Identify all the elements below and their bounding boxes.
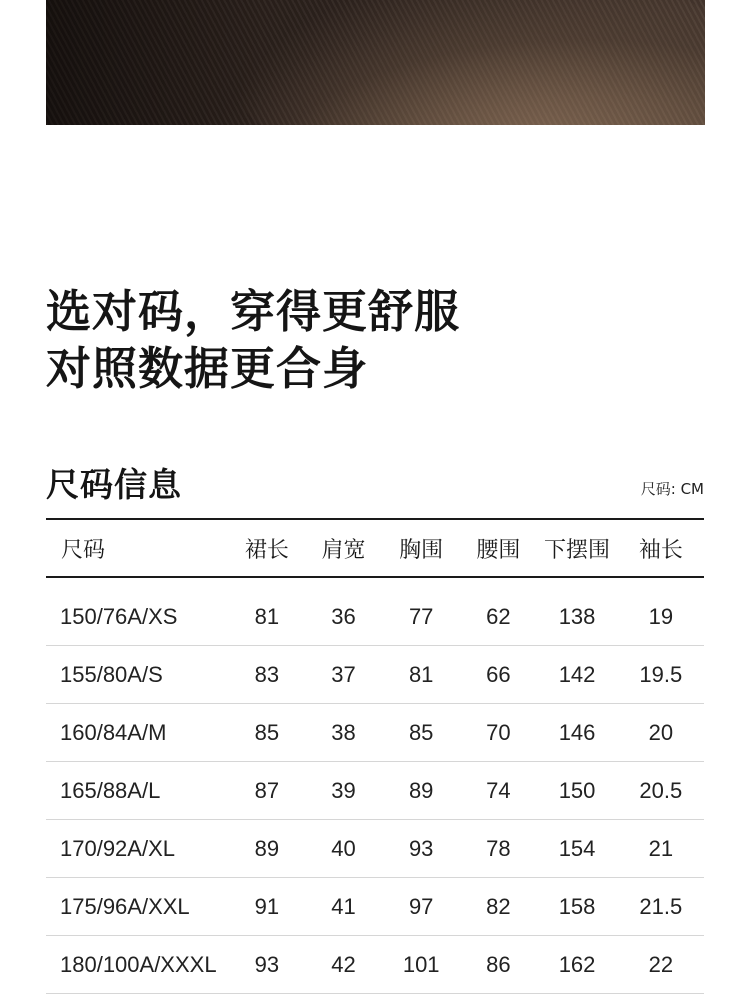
header-shoulder: 肩宽 xyxy=(305,519,382,577)
cell-shoulder: 39 xyxy=(305,762,382,820)
table-row xyxy=(46,936,704,994)
headline-line-2: 对照数据更合身 xyxy=(46,342,369,395)
cell-sleeve: 21 xyxy=(618,820,704,878)
table-row xyxy=(46,646,704,704)
table-row xyxy=(46,704,704,762)
size-table xyxy=(46,518,704,994)
cell-size: 175/96A/XXL xyxy=(46,878,229,936)
header-bust: 胸围 xyxy=(382,519,460,577)
fabric-fold-highlight xyxy=(226,0,705,125)
header-sleeve: 袖长 xyxy=(618,519,704,577)
cell-hem: 146 xyxy=(536,704,617,762)
cell-sleeve: 20.5 xyxy=(618,762,704,820)
table-row xyxy=(46,878,704,936)
table-row xyxy=(46,577,704,646)
cell-size: 170/92A/XL xyxy=(46,820,229,878)
header-waist: 腰围 xyxy=(460,519,536,577)
cell-shoulder: 41 xyxy=(305,878,382,936)
cell-shoulder: 37 xyxy=(305,646,382,704)
cell-sleeve: 22 xyxy=(618,936,704,994)
cell-dress-length: 89 xyxy=(229,820,305,878)
cell-bust: 81 xyxy=(382,646,460,704)
cell-shoulder: 40 xyxy=(305,820,382,878)
table-row xyxy=(46,820,704,878)
table-row xyxy=(46,762,704,820)
cell-hem: 162 xyxy=(536,936,617,994)
cell-size: 160/84A/M xyxy=(46,704,229,762)
cell-sleeve: 19 xyxy=(618,577,704,646)
cell-waist: 74 xyxy=(460,762,536,820)
cell-sleeve: 21.5 xyxy=(618,878,704,936)
cell-size: 155/80A/S xyxy=(46,646,229,704)
cell-bust: 77 xyxy=(382,577,460,646)
cell-size: 165/88A/L xyxy=(46,762,229,820)
cell-waist: 66 xyxy=(460,646,536,704)
headline xyxy=(46,283,460,397)
cell-bust: 85 xyxy=(382,704,460,762)
cell-waist: 70 xyxy=(460,704,536,762)
cell-shoulder: 36 xyxy=(305,577,382,646)
cell-dress-length: 87 xyxy=(229,762,305,820)
cell-hem: 142 xyxy=(536,646,617,704)
cell-size: 180/100A/XXXL xyxy=(46,936,229,994)
header-dress-length: 裙长 xyxy=(229,519,305,577)
cell-size: 150/76A/XS xyxy=(46,577,229,646)
cell-hem: 150 xyxy=(536,762,617,820)
cell-bust: 93 xyxy=(382,820,460,878)
cell-dress-length: 83 xyxy=(229,646,305,704)
cell-dress-length: 81 xyxy=(229,577,305,646)
table-header-row xyxy=(46,519,704,577)
cell-hem: 154 xyxy=(536,820,617,878)
cell-bust: 89 xyxy=(382,762,460,820)
cell-bust: 97 xyxy=(382,878,460,936)
unit-note: 尺码: CM xyxy=(640,480,704,498)
header-hem: 下摆围 xyxy=(536,519,617,577)
cell-bust: 101 xyxy=(382,936,460,994)
size-info-title: 尺码信息 xyxy=(46,465,182,504)
cell-dress-length: 91 xyxy=(229,878,305,936)
cell-hem: 158 xyxy=(536,878,617,936)
cell-waist: 62 xyxy=(460,577,536,646)
cell-waist: 86 xyxy=(460,936,536,994)
cell-waist: 78 xyxy=(460,820,536,878)
fabric-shadow xyxy=(46,0,266,125)
cell-shoulder: 38 xyxy=(305,704,382,762)
cell-shoulder: 42 xyxy=(305,936,382,994)
cell-sleeve: 19.5 xyxy=(618,646,704,704)
cell-sleeve: 20 xyxy=(618,704,704,762)
headline-line-1: 选对码，穿得更舒服 xyxy=(46,285,461,338)
cell-dress-length: 93 xyxy=(229,936,305,994)
cell-hem: 138 xyxy=(536,577,617,646)
cell-dress-length: 85 xyxy=(229,704,305,762)
fabric-texture-image xyxy=(46,0,705,125)
cell-waist: 82 xyxy=(460,878,536,936)
header-size: 尺码 xyxy=(46,519,229,577)
